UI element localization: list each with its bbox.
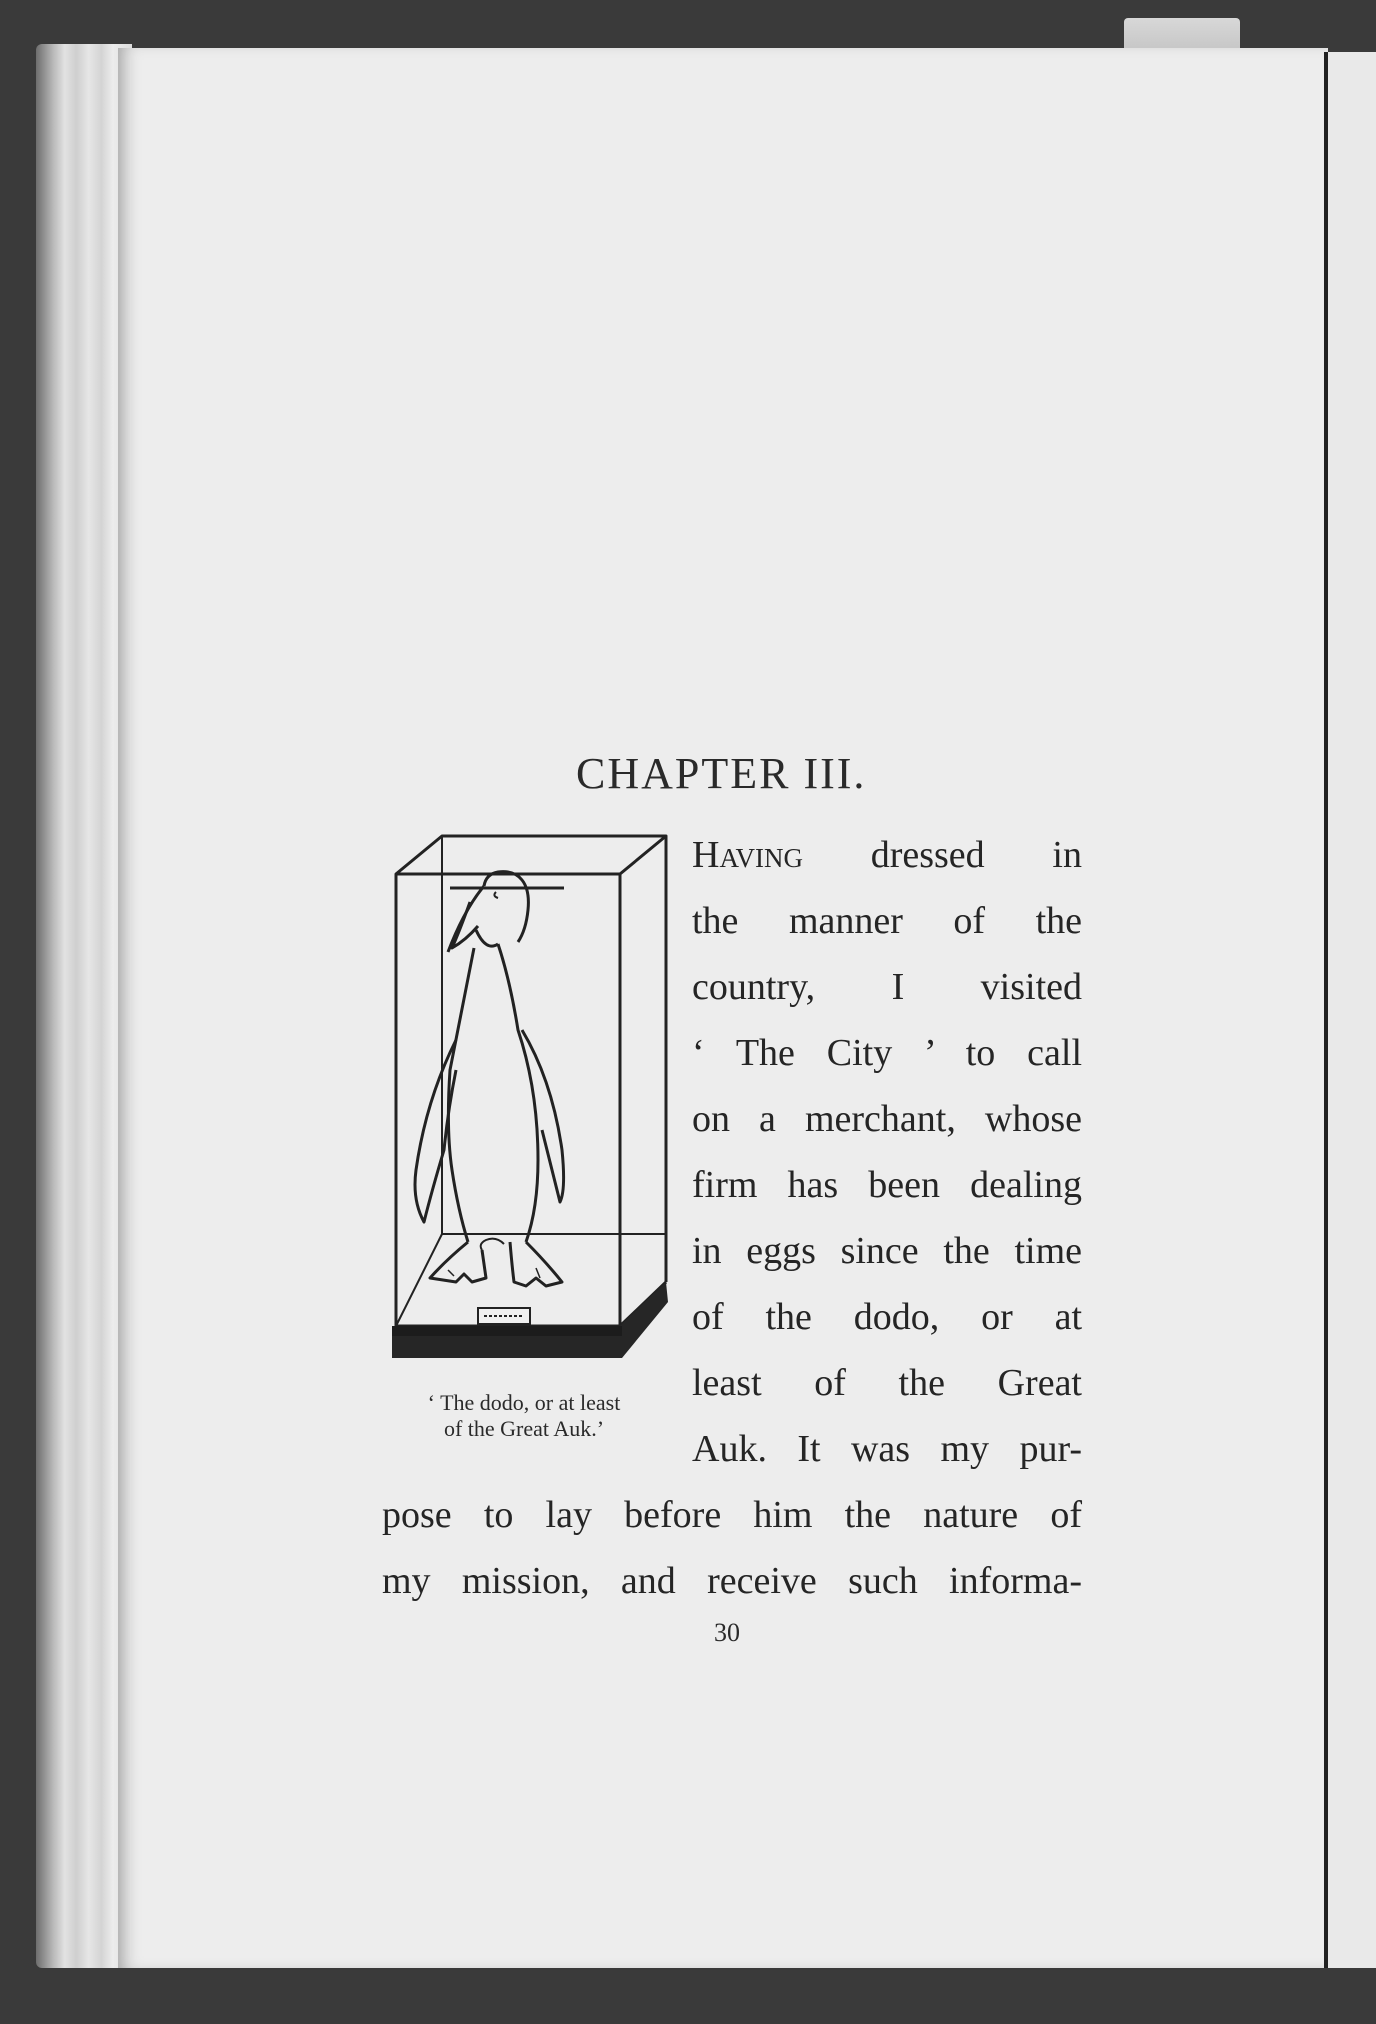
caption-line-2: of the Great Auk.’ <box>443 1416 605 1441</box>
text-line-1-rest: dressed in <box>802 834 1082 876</box>
great-auk-illustration <box>386 830 676 1378</box>
caption-line-1: ‘ The dodo, or at least <box>427 1390 621 1415</box>
text-line: my mission, and receive such informa- <box>382 1560 1082 1602</box>
figure-caption <box>362 1390 686 1442</box>
text-line: the manner of the <box>692 900 1082 942</box>
text-line: firm has been dealing <box>692 1164 1082 1206</box>
chapter-title: CHAPTER III. <box>576 749 867 798</box>
text-line: Auk. It was my pur- <box>692 1428 1082 1470</box>
text-line: ‘ The City ’ to call <box>692 1032 1082 1074</box>
facing-page-edge <box>1328 52 1376 1968</box>
text-line: pose to lay before him the nature of <box>382 1494 1082 1536</box>
text-line: of the dodo, or at <box>692 1296 1082 1338</box>
text-line-1 <box>692 822 1082 888</box>
full-width-text <box>382 1482 1082 1614</box>
page-number: 30 <box>714 1618 740 1647</box>
text-line: least of the Great <box>692 1362 1082 1404</box>
text-line: country, I visited <box>692 966 1082 1008</box>
text-line: in eggs since the time <box>692 1230 1082 1272</box>
wrapped-text-column <box>692 822 1082 1482</box>
text-line: on a merchant, whose <box>692 1098 1082 1140</box>
drop-word: Having <box>692 834 803 876</box>
